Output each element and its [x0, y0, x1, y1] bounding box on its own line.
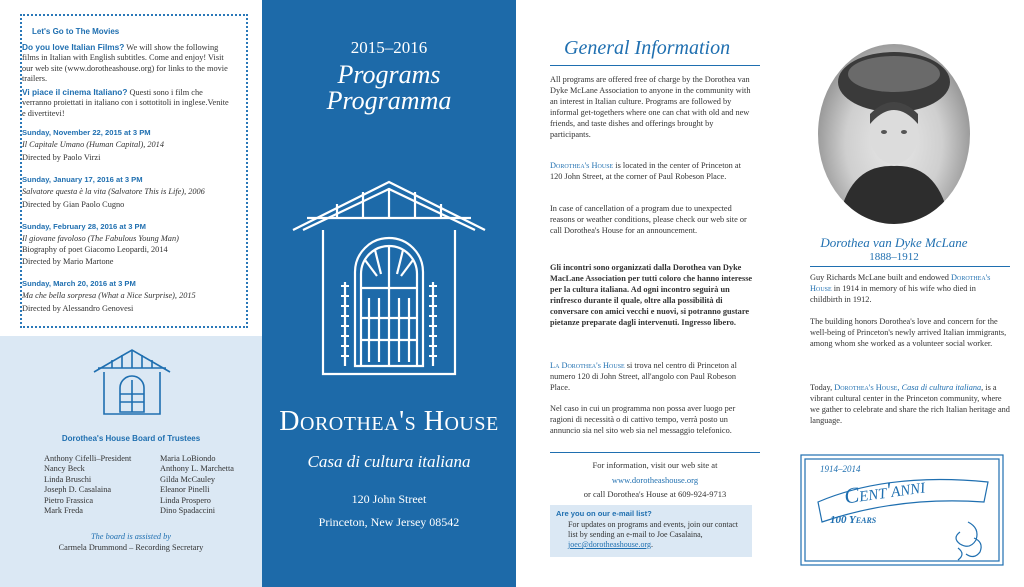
- board-member: Pietro Frassica: [44, 495, 94, 505]
- info-para-1: All programs are offered free of charge by the Dorothea van Dyke McLane Association to anyone in the community with an interest in Italian culture. Programs are followed by informal get-togethers where one can chat with old and new friends, and taste dishes and offerings brought by participants.: [550, 75, 751, 139]
- seal-sub: 100 Years: [830, 514, 877, 526]
- board-heading: Dorothea's House Board of Trustees: [61, 434, 201, 443]
- info-para-3: In case of cancellation of a program due to unexpected reasons or weather conditions, please check our web site or call Dorothea's House for an announcement.: [550, 204, 747, 235]
- email-end: .: [650, 540, 653, 549]
- info-panel: [516, 0, 764, 587]
- email-question: Are you on our e-mail list?: [556, 509, 652, 518]
- film-date: Sunday, February 28, 2016 at 3 PM: [22, 222, 146, 231]
- email-text: For updates on programs and events, join our contact list by sending an e-mail to Joe Casalaina,: [568, 520, 738, 539]
- board-assisted: The board is assisted by: [91, 532, 171, 541]
- board-member: Dino Spadaccini: [160, 506, 216, 516]
- bio-dates: 1888–1912: [869, 251, 919, 263]
- bio-rule: [810, 266, 1010, 267]
- bio-para-3: [810, 382, 1010, 426]
- info-it-3: Nel caso in cui un programma non possa aver luogo per ragioni di necessità o di cattivo tempo, verrà posto un annuncio sia nel sito web sia nel messaggio telefonico.: [550, 404, 736, 435]
- intro-it: [22, 87, 230, 119]
- film-director: Directed by Gian Paolo Cugno: [22, 199, 125, 209]
- bio-p1-b: in 1914 in memory of his wife who died in childbirth in 1912.: [810, 284, 976, 304]
- centennial-seal: [798, 452, 1006, 568]
- portrait-image: [818, 44, 970, 224]
- contact-rule: [550, 452, 760, 453]
- info-para-2-text: is located in the center of Princeton at 120 John Street, at the corner of Paul Robeson Place.: [550, 161, 741, 181]
- cover-programs: Programs: [337, 60, 441, 89]
- cover-years: 2015–2016: [350, 38, 428, 57]
- film-date: Sunday, January 17, 2016 at 3 PM: [22, 175, 143, 184]
- house-icon: [289, 178, 489, 378]
- heading-rule: [550, 65, 760, 66]
- board-section: [0, 336, 262, 587]
- intro-en-lead: Do you love Italian Films?: [22, 42, 125, 52]
- portrait-figure-icon: [818, 44, 970, 224]
- house-name: Dorothea's House: [834, 383, 898, 392]
- info-it-2: [550, 360, 754, 393]
- board-secretary: Carmela Drummond – Recording Secretary: [58, 543, 204, 552]
- movies-panel: [0, 0, 262, 587]
- cover-name: Dorothea's House: [279, 406, 499, 437]
- board-member: Linda Bruschi: [44, 474, 92, 484]
- email-body: [568, 520, 748, 550]
- film-title: Salvatore questa è la vita (Salvatore This is Life), 2006: [22, 187, 205, 197]
- board-member: Eleanor Pinelli: [160, 485, 210, 495]
- seal-years: 1914–2014: [820, 464, 861, 474]
- info-visit: For information, visit our web site at: [592, 460, 718, 470]
- bio-p1-a: Guy Richards McLane built and endowed: [810, 273, 952, 282]
- board-member: Maria LoBiondo: [160, 454, 216, 463]
- bio-panel: [764, 0, 1024, 587]
- board-col-2: [160, 454, 234, 516]
- board-col-1: [44, 454, 131, 516]
- intro-en: [22, 42, 230, 85]
- board-member: Mark Freda: [44, 506, 83, 516]
- bio-para-2: The building honors Dorothea's love and concern for the well-being of Princeton's newly arrived Italian immigrants, among whom she worked as a volunteer social worker.: [810, 317, 1007, 348]
- cover-programma: Programma: [326, 86, 452, 115]
- info-call: or call Dorothea's House at 609-924-9713: [583, 489, 727, 499]
- info-heading: General Information: [564, 37, 731, 59]
- film-date: Sunday, March 20, 2016 at 3 PM: [22, 279, 136, 288]
- bio-p3-a: Today,: [810, 383, 835, 392]
- movies-heading: Let's Go to The Movies: [32, 27, 120, 36]
- house-name: Dorothea's House: [550, 161, 614, 170]
- film-director: Directed by Alessandro Genovesi: [22, 303, 134, 313]
- board-member: Joseph D. Casalaina: [44, 485, 112, 495]
- film-title: Ma che bella sorpresa (What a Nice Surprise), 2015: [22, 291, 196, 301]
- website-link[interactable]: www.dorotheashouse.org: [611, 475, 699, 485]
- bio-para-1: [810, 272, 1010, 305]
- bio-p3-italic: , Casa di cultura italiana: [897, 383, 982, 392]
- board-member: Gilda McCauley: [160, 474, 216, 484]
- film-title: Il giovane favoloso (The Fabulous Young Man): [22, 234, 179, 244]
- film-extra: Biography of poet Giacomo Leopardi, 2014: [22, 244, 168, 254]
- film-director: Directed by Paolo Virzi: [22, 152, 101, 162]
- seal-title: Cent'anni: [842, 472, 927, 509]
- house-name: La Dorothea's House: [550, 361, 625, 370]
- board-member: Anthony L. Marchetta: [160, 464, 234, 474]
- board-member: Nancy Beck: [44, 464, 85, 474]
- info-it-bold: Gli incontri sono organizzati dalla Dorothea van Dyke MacLane Association per tutti coloro che hanno interesse per la cultura italiana. Ad ogni incontro seguirà un rinfresco durante il quale, oltre alla possibilità di conversare con amici vecchi e nuovi, si potranno gustare pietanze preparate dagli intervenuti. Ingresso libero.: [550, 263, 753, 327]
- film-3: [22, 222, 230, 268]
- cover-panel: [262, 0, 516, 587]
- bio-p3-b: , is a vibrant cultural center in the Princeton community, where we gather to celebrate and share the rich Italian heritage and language.: [810, 383, 1010, 425]
- cover-tagline: Casa di cultura italiana: [307, 452, 471, 471]
- film-date: Sunday, November 22, 2015 at 3 PM: [22, 128, 151, 137]
- cover-city: Princeton, New Jersey 08542: [318, 515, 460, 529]
- email-link[interactable]: joec@dorotheashouse.org: [568, 540, 651, 549]
- bio-name: Dorothea van Dyke McLane: [820, 235, 968, 250]
- email-box: [550, 505, 752, 557]
- film-1: [22, 128, 230, 163]
- intro-it-lead: Vi piace il cinema Italiano?: [22, 87, 128, 97]
- film-4: [22, 279, 230, 314]
- intro-en-body: We will show the following films in Italian with English subtitles. Come and enjoy! Visit our web site (www.dorotheashouse.org) for links to the movie trailers.: [22, 43, 228, 84]
- house-logo-icon: [90, 346, 174, 418]
- film-title: Il Capitale Umano (Human Capital), 2014: [22, 140, 164, 150]
- info-para-2: [550, 160, 754, 182]
- board-member: Anthony Cifelli–President: [44, 454, 132, 463]
- film-2: [22, 175, 230, 210]
- board-member: Linda Prospero: [160, 495, 211, 505]
- cover-street: 120 John Street: [351, 492, 427, 506]
- film-director: Directed by Mario Martone: [22, 257, 114, 267]
- house-name: Dorothea's House: [810, 273, 991, 293]
- info-it-2-text: si trova nel centro di Princeton al numero 120 di John Street, all'angolo con Paul Robeson Place.: [550, 361, 737, 392]
- intro-it-body: Questi sono i film che verranno proiettati in italiano con i sottotitoli in inglese.Venite e divertitevi!: [22, 88, 229, 118]
